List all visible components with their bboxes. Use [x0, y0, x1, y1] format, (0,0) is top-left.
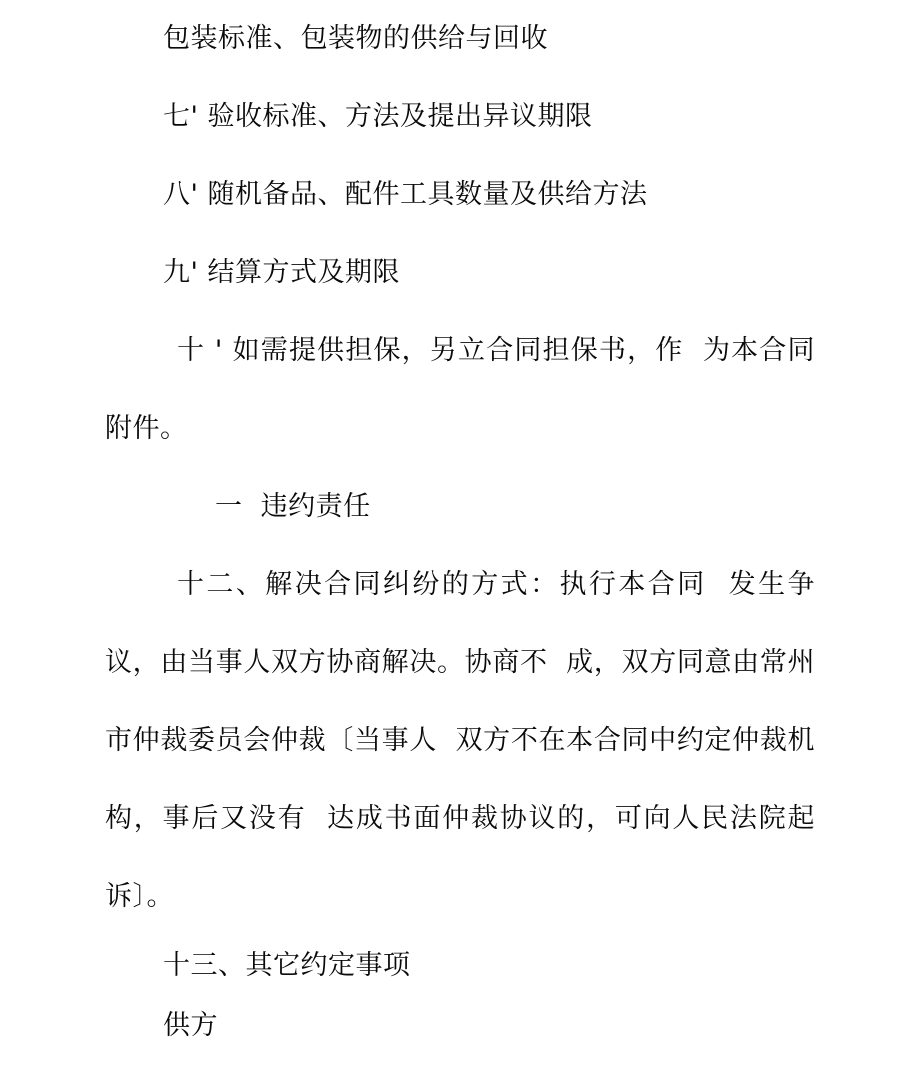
paragraph-item-13: 十三、其它约定事项 — [163, 950, 411, 981]
paragraph-item-7: 七' 验收标准、方法及提出异议期限 — [163, 101, 593, 132]
paragraph-packaging: 包装标准、包装物的供给与回收 — [163, 23, 548, 54]
paragraph-item-12: 十二、解决合同纠纷的方式：执行本合同 发生争议，由当事人双方协商解决。协商不 成，双方同意由常州市仲裁委员会仲裁〔当事人 双方不在本合同中约定仲裁机构，事后又没有 达成书面仲裁协议的，可向人民法院起诉〕。 — [105, 569, 815, 912]
paragraph-item-11: 一 违约责任 — [215, 491, 371, 522]
paragraph-supplier: 供方 — [163, 1010, 218, 1041]
paragraph-item-8: 八' 随机备品、配件工具数量及供给方法 — [163, 179, 648, 210]
paragraph-item-10: 十 ' 如需提供担保，另立合同担保书，作 为本合同附件。 — [105, 335, 815, 444]
paragraph-item-9: 九' 结算方式及期限 — [163, 257, 401, 288]
